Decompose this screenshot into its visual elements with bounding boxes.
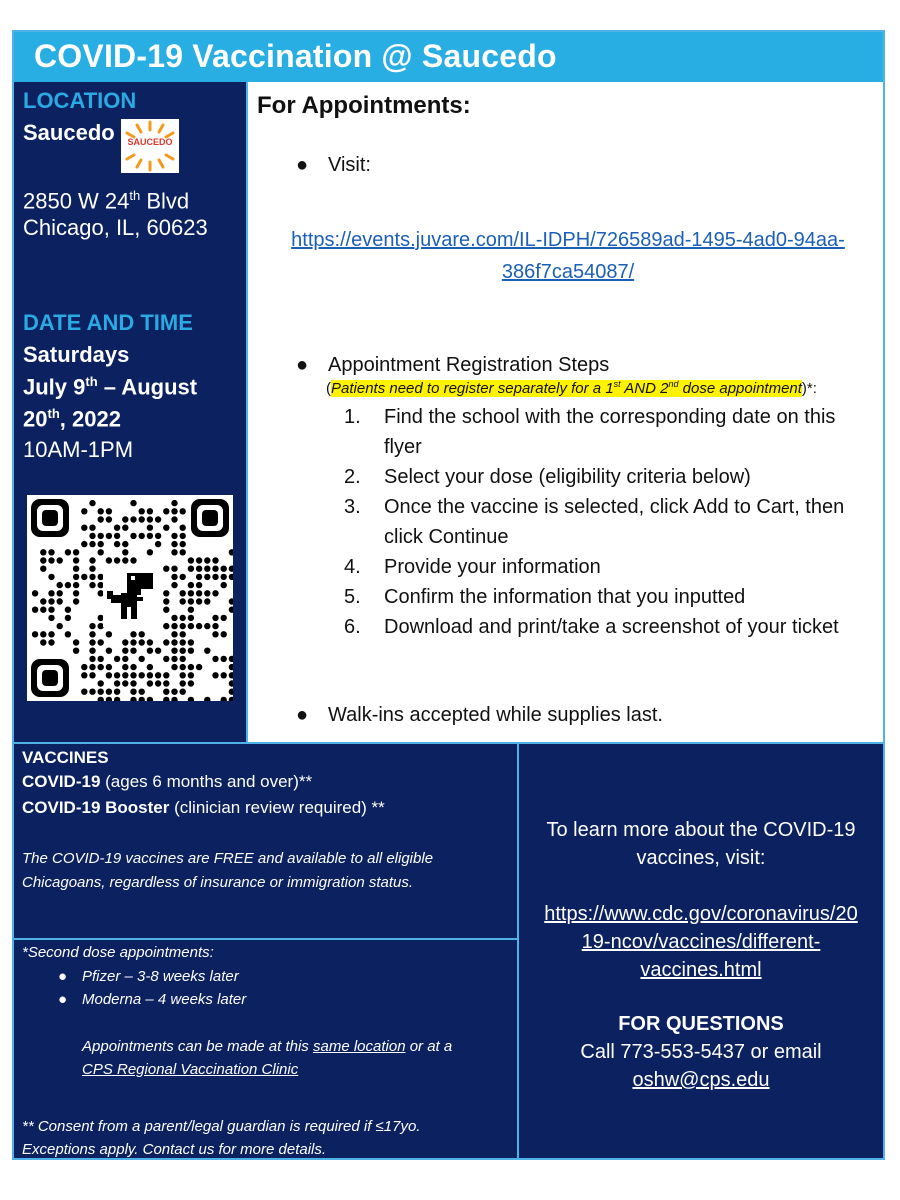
consent-line-1: ** Consent from a parent/legal guardian is required if ≤17yo. <box>22 1118 421 1135</box>
appointments-location-text: Appointments can be made at this same location or at a <box>82 1038 453 1055</box>
moderna-text: Moderna – 4 weeks later <box>82 991 247 1008</box>
bullet-icon: ● <box>296 354 309 376</box>
left-column <box>14 82 248 742</box>
datetime-range-line-2: 20th, 2022 <box>23 406 121 432</box>
location-name: Saucedo <box>23 120 115 145</box>
datetime-time: 10AM-1PM <box>23 437 134 462</box>
register-note: (Patients need to register separately for a 1st AND 2nd dose appointment)*: <box>326 379 817 397</box>
list-item: 5. Confirm the information that you inputted <box>344 586 746 608</box>
vaccines-box <box>14 742 519 938</box>
datetime-label: DATE AND TIME <box>23 310 193 335</box>
qr-finder-bottom-left <box>31 659 69 697</box>
logo-text: SAUCEDO <box>127 137 173 147</box>
cdc-url[interactable]: https://www.cdc.gov/coronavirus/20 19-ncov/vaccines/different- vaccines.html <box>544 903 858 981</box>
datetime-day: Saturdays <box>23 342 130 367</box>
saucedo-logo <box>121 119 179 173</box>
questions-label: FOR QUESTIONS <box>618 1013 784 1035</box>
location-label: LOCATION <box>23 88 137 113</box>
consent-line-2: Exceptions apply. Contact us for more details. <box>22 1141 327 1158</box>
list-item: 1. Find the school with the corresponding date on this flyer <box>344 406 836 458</box>
vaccine-booster: COVID-19 Booster (clinician review required) ** <box>22 798 385 817</box>
learn-more-box <box>519 742 883 1158</box>
visit-label: Visit: <box>328 154 371 176</box>
vaccines-label: VACCINES <box>22 748 109 767</box>
learn-more-line-1: To learn more about the COVID-19 <box>546 819 856 841</box>
list-item: 3. Once the vaccine is selected, click Add to Cart, then click Continue <box>344 496 845 548</box>
free-line-1: The COVID-19 vaccines are FREE and available to all eligible <box>22 850 434 867</box>
registration-steps-list <box>344 402 864 642</box>
address-line-2: Chicago, IL, 60623 <box>23 215 208 240</box>
vaccine-covid: COVID-19 (ages 6 months and over)** <box>22 772 313 791</box>
walkins-text: Walk-ins accepted while supplies last. <box>328 704 663 726</box>
list-item: 4. Provide your information <box>344 556 601 578</box>
same-location-link[interactable]: same location <box>312 1038 406 1055</box>
header-bar <box>14 32 883 82</box>
page-title: COVID-19 Vaccination @ Saucedo <box>34 38 557 74</box>
address-line-1: 2850 W 24th Blvd <box>23 188 190 214</box>
cps-clinic-link[interactable]: CPS Regional Vaccination Clinic <box>82 1061 299 1078</box>
list-item: 6. Download and print/take a screenshot of your ticket <box>344 616 839 638</box>
steps-label: Appointment Registration Steps <box>328 354 610 376</box>
learn-more-line-2: vaccines, visit: <box>636 847 766 869</box>
flyer <box>12 30 885 1160</box>
qr-finder-top-right <box>191 499 229 537</box>
qr-code-icon <box>27 495 233 701</box>
bullet-icon: ● <box>58 991 68 1008</box>
bullet-icon: ● <box>296 704 309 726</box>
free-line-2: Chicagoans, regardless of insurance or immigration status. <box>22 874 414 891</box>
second-dose-title: *Second dose appointments: <box>22 944 214 961</box>
email-link[interactable]: oshw@cps.edu <box>632 1069 770 1091</box>
appointments-panel <box>248 82 883 742</box>
appointments-title: For Appointments: <box>257 92 471 119</box>
second-dose-box <box>14 938 519 1158</box>
qr-code[interactable] <box>27 495 233 701</box>
bullet-icon: ● <box>296 154 309 176</box>
pfizer-text: Pfizer – 3-8 weeks later <box>82 968 239 985</box>
datetime-range-line-1: July 9th – August <box>23 374 198 400</box>
list-item: 2. Select your dose (eligibility criteria below) <box>344 466 751 488</box>
qr-finder-top-left <box>31 499 69 537</box>
bullet-icon: ● <box>58 968 68 985</box>
appointment-url[interactable]: https://events.juvare.com/IL-IDPH/726589ad-1495-4ad0-94aa- 386f7ca54087/ <box>291 229 845 283</box>
call-line: Call 773-553-5437 or email <box>580 1041 822 1063</box>
